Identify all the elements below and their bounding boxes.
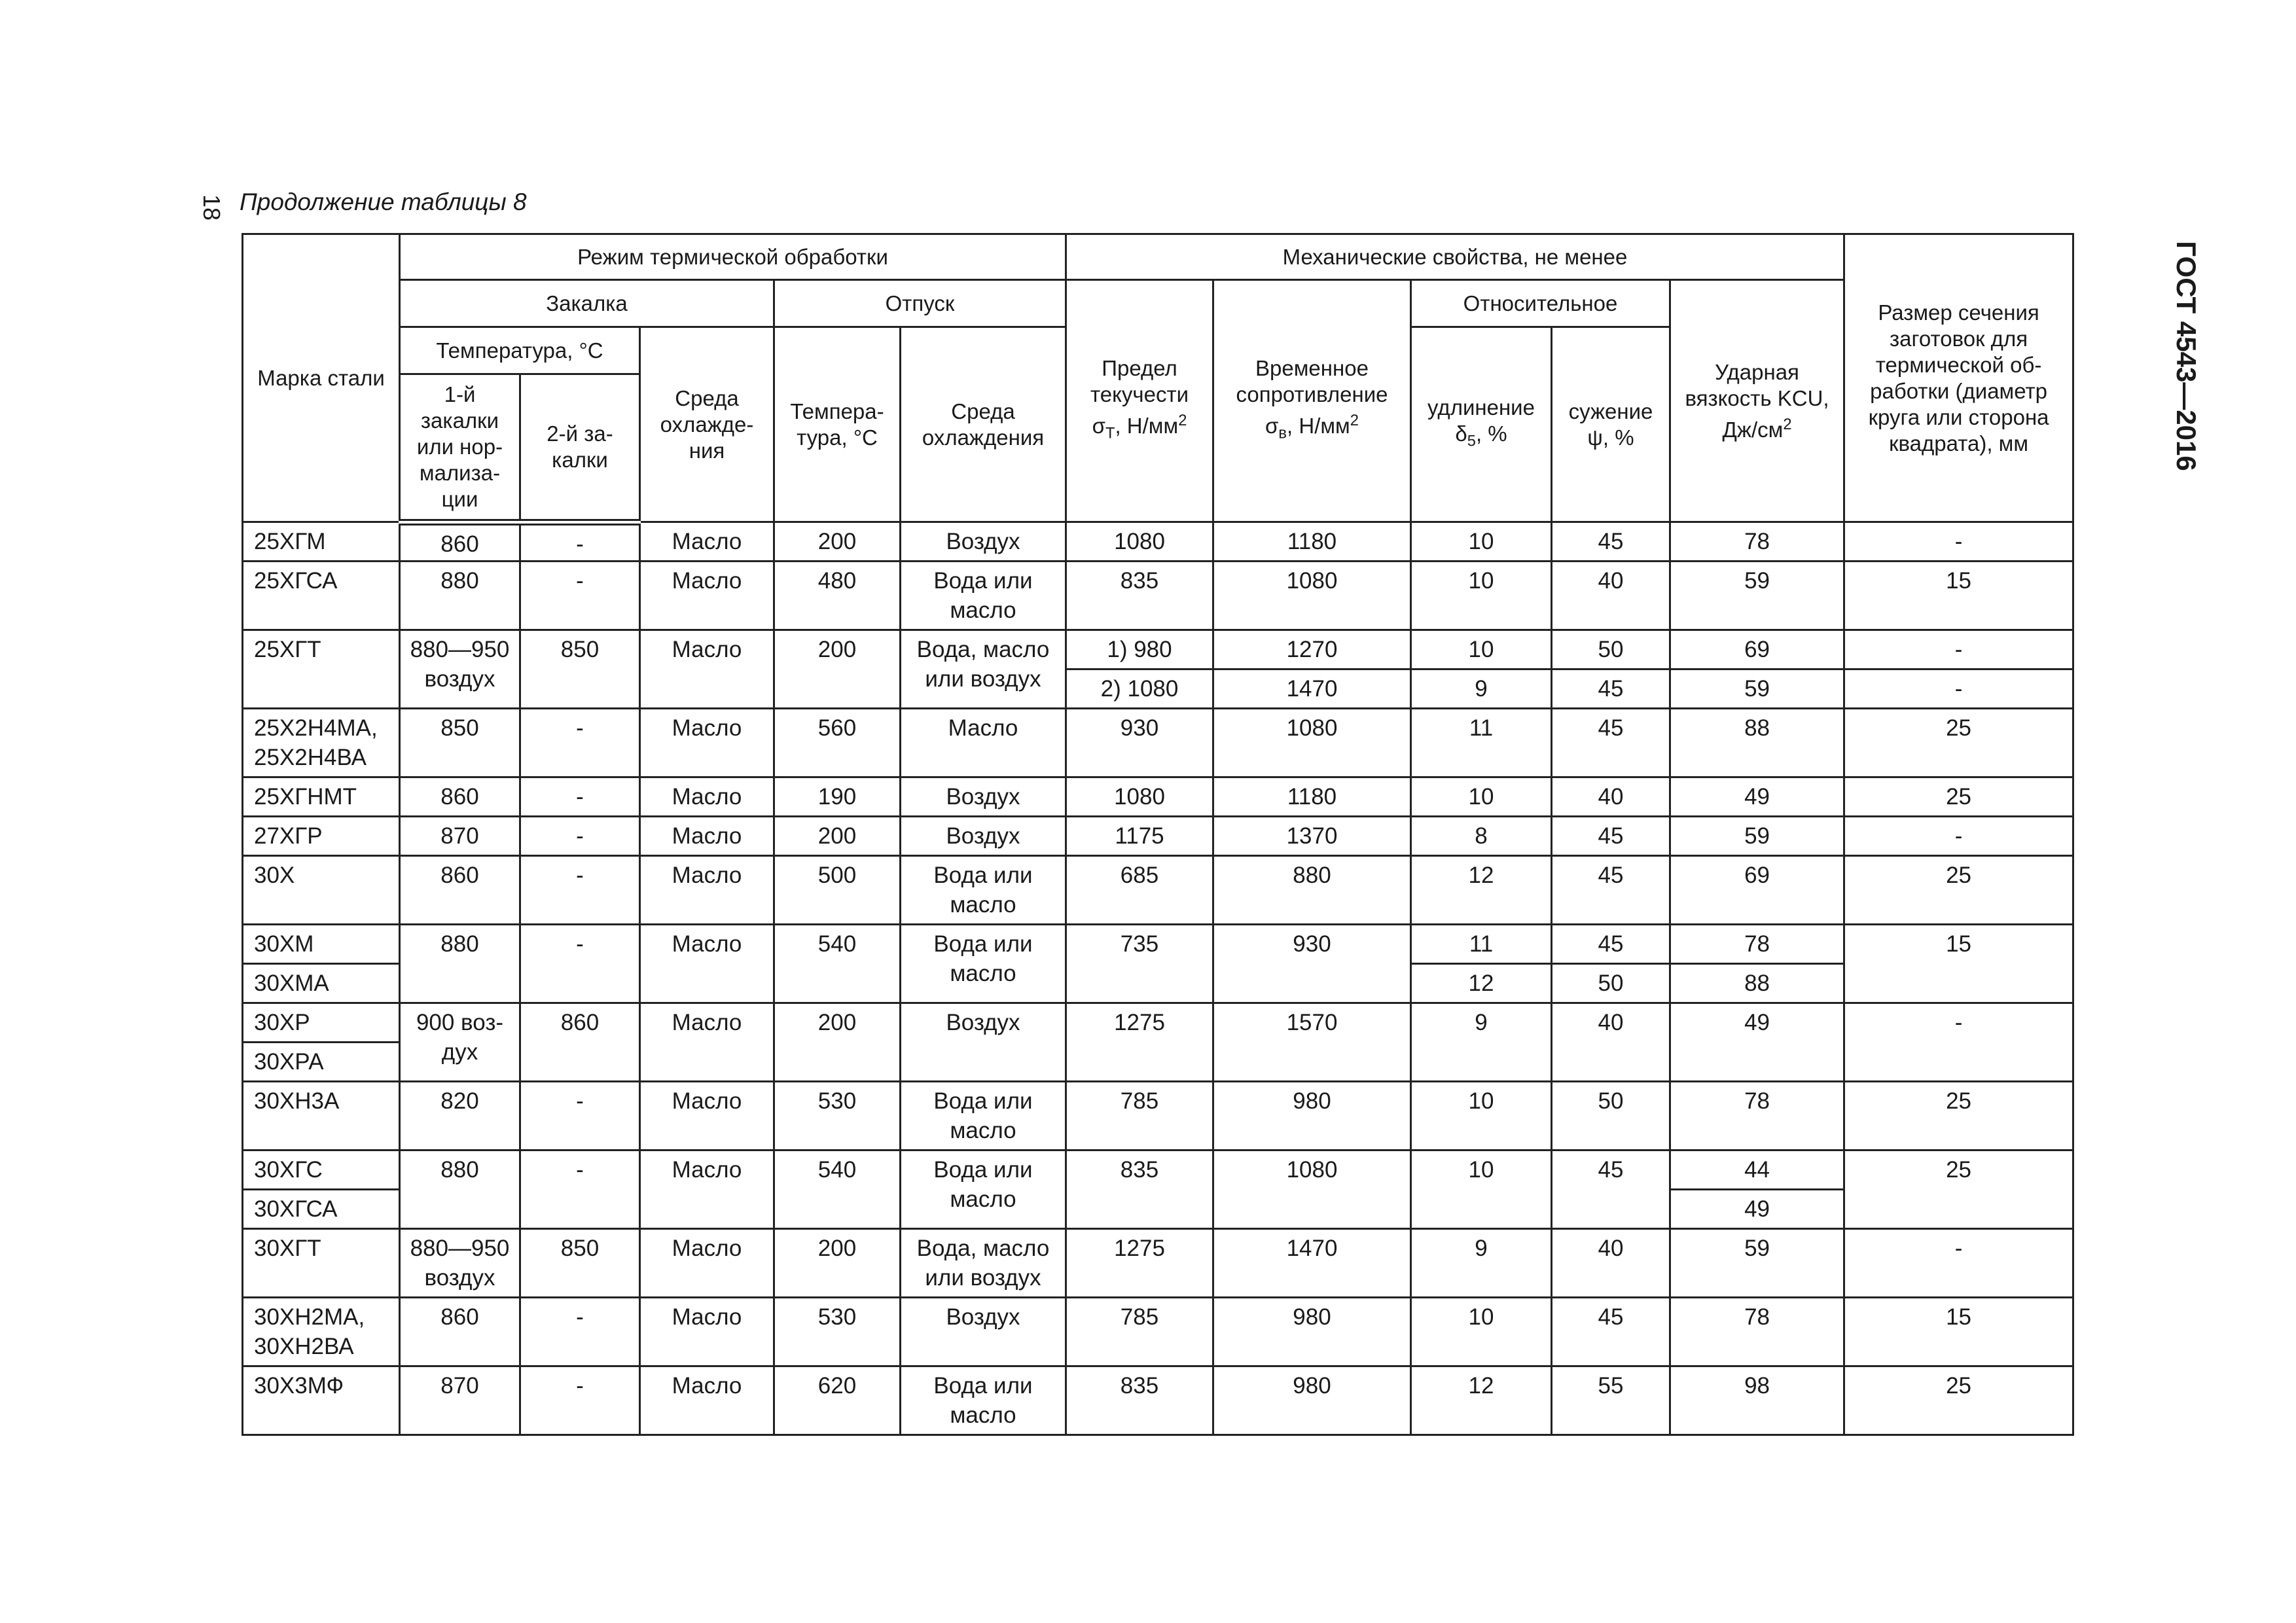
cell-q1: 880 bbox=[400, 925, 520, 1003]
cell-temper-temp: 540 bbox=[774, 1150, 901, 1229]
cell-temper-medium: Масло bbox=[901, 709, 1066, 777]
cell-q2: - bbox=[520, 925, 640, 1003]
header-size: Размер сечения заготовок для термической об-работки (диаметр круга или сторона квадрата), мм bbox=[1844, 234, 2073, 522]
cell-q2: - bbox=[520, 817, 640, 856]
cell-temper-medium: Вода, масло или воздух bbox=[901, 630, 1066, 709]
cell-tensile: 880 bbox=[1213, 856, 1411, 925]
table-row bbox=[243, 562, 2073, 630]
cell-elongation: 10 bbox=[1411, 1082, 1552, 1150]
cell-impact: 49 bbox=[1670, 777, 1844, 817]
cell-elongation: 8 bbox=[1411, 817, 1552, 856]
cell-size: 25 bbox=[1844, 1150, 2073, 1229]
cell-elongation: 12 bbox=[1411, 1366, 1552, 1435]
cell-quench-medium: Масло bbox=[640, 709, 774, 777]
cell-q1: 860 bbox=[400, 522, 520, 562]
cell-q2: - bbox=[520, 1082, 640, 1150]
cell-q2: - bbox=[520, 522, 640, 562]
cell-q1: 880 bbox=[400, 1150, 520, 1229]
cell-mark: 30Х3МФ bbox=[243, 1366, 400, 1435]
cell-yield: 785 bbox=[1066, 1082, 1213, 1150]
cell-quench-medium: Масло bbox=[640, 1082, 774, 1150]
cell-mark: 30Х bbox=[243, 856, 400, 925]
cell-tensile: 1180 bbox=[1213, 522, 1411, 562]
header-mechanical: Механические свойства, не менее bbox=[1066, 234, 1844, 280]
cell-impact: 78 bbox=[1670, 522, 1844, 562]
table-row bbox=[243, 522, 2073, 562]
cell-reduction: 45 bbox=[1552, 817, 1670, 856]
cell-tensile: 1470 bbox=[1213, 1229, 1411, 1298]
cell-reduction: 45 bbox=[1552, 709, 1670, 777]
cell-elongation: 9 bbox=[1411, 1229, 1552, 1298]
header-temperature: Температура, °С bbox=[400, 327, 640, 374]
cell-temper-temp: 480 bbox=[774, 562, 901, 630]
cell-temper-temp: 200 bbox=[774, 1003, 901, 1082]
cell-q1: 850 bbox=[400, 709, 520, 777]
cell-temper-medium: Воздух bbox=[901, 1003, 1066, 1082]
cell-tensile: 1080 bbox=[1213, 562, 1411, 630]
header-second-quench: 2-й за-калки bbox=[520, 374, 640, 522]
cell-mark: 30ХГС bbox=[243, 1150, 400, 1190]
table-row bbox=[243, 1082, 2073, 1150]
cell-size: 25 bbox=[1844, 1082, 2073, 1150]
cell-size: - bbox=[1844, 1003, 2073, 1082]
cell-tensile: 1080 bbox=[1213, 709, 1411, 777]
cell-q2: - bbox=[520, 777, 640, 817]
cell-impact: 78 bbox=[1670, 1298, 1844, 1366]
cell-q2: 860 bbox=[520, 1003, 640, 1082]
header-yield: Предел текучести $\sigma_Т$, $Н/мм^2$ bbox=[1066, 280, 1213, 522]
cell-temper-medium: Воздух bbox=[901, 1298, 1066, 1366]
cell-quench-medium: Масло bbox=[640, 1150, 774, 1229]
cell-quench-medium: Масло bbox=[640, 925, 774, 1003]
cell-q1: 900 воз-дух bbox=[400, 1003, 520, 1082]
cell-quench-medium: Масло bbox=[640, 856, 774, 925]
cell-mark: 30ХМ bbox=[243, 925, 400, 964]
cell-yield: 685 bbox=[1066, 856, 1213, 925]
cell-yield: 1275 bbox=[1066, 1229, 1213, 1298]
cell-yield: 930 bbox=[1066, 709, 1213, 777]
cell-temper-medium: Воздух bbox=[901, 817, 1066, 856]
cell-temper-temp: 560 bbox=[774, 709, 901, 777]
cell-quench-medium: Масло bbox=[640, 777, 774, 817]
cell-elongation: 9 bbox=[1411, 669, 1552, 709]
cell-reduction: 45 bbox=[1552, 522, 1670, 562]
cell-q2: 850 bbox=[520, 1229, 640, 1298]
cell-yield: 2) 1080 bbox=[1066, 669, 1213, 709]
steel-properties-table bbox=[242, 233, 2074, 1436]
cell-size: - bbox=[1844, 1229, 2073, 1298]
cell-reduction: 40 bbox=[1552, 562, 1670, 630]
cell-size: 25 bbox=[1844, 777, 2073, 817]
cell-impact: 78 bbox=[1670, 1082, 1844, 1150]
cell-elongation: 10 bbox=[1411, 630, 1552, 669]
cell-reduction: 50 bbox=[1552, 1082, 1670, 1150]
table-caption: Продолжение таблицы 8 bbox=[240, 188, 527, 215]
cell-size: 15 bbox=[1844, 925, 2073, 1003]
cell-quench-medium: Масло bbox=[640, 1003, 774, 1082]
cell-mark: 25ХГМ bbox=[243, 522, 400, 562]
cell-q1: 860 bbox=[400, 856, 520, 925]
cell-quench-medium: Масло bbox=[640, 817, 774, 856]
cell-temper-temp: 200 bbox=[774, 1229, 901, 1298]
cell-reduction: 45 bbox=[1552, 1298, 1670, 1366]
cell-temper-medium: Вода или масло bbox=[901, 1150, 1066, 1229]
cell-tensile: 1470 bbox=[1213, 669, 1411, 709]
cell-q1: 860 bbox=[400, 1298, 520, 1366]
cell-mark: 30ХН3А bbox=[243, 1082, 400, 1150]
cell-impact: 69 bbox=[1670, 630, 1844, 669]
cell-impact: 59 bbox=[1670, 562, 1844, 630]
cell-temper-temp: 190 bbox=[774, 777, 901, 817]
cell-reduction: 45 bbox=[1552, 669, 1670, 709]
cell-tensile: 930 bbox=[1213, 925, 1411, 1003]
cell-q1: 870 bbox=[400, 1366, 520, 1435]
cell-elongation: 10 bbox=[1411, 777, 1552, 817]
header-temper-medium: Среда охлаждения bbox=[901, 327, 1066, 522]
cell-yield: 835 bbox=[1066, 1150, 1213, 1229]
cell-impact: 49 bbox=[1670, 1003, 1844, 1082]
cell-quench-medium: Масло bbox=[640, 562, 774, 630]
cell-mark: 25ХГНМТ bbox=[243, 777, 400, 817]
cell-impact: 88 bbox=[1670, 709, 1844, 777]
cell-tensile: 1080 bbox=[1213, 1150, 1411, 1229]
cell-reduction: 50 bbox=[1552, 630, 1670, 669]
cell-impact: 44 bbox=[1670, 1150, 1844, 1190]
cell-q2: 850 bbox=[520, 630, 640, 709]
cell-elongation: 12 bbox=[1411, 964, 1552, 1003]
cell-temper-medium: Вода или масло bbox=[901, 1366, 1066, 1435]
header-impact: Ударная вязкость KCU, $Дж/см^2$ bbox=[1670, 280, 1844, 522]
cell-mark: 30ХР bbox=[243, 1003, 400, 1043]
cell-mark: 30ХГСА bbox=[243, 1190, 400, 1229]
cell-tensile: 1370 bbox=[1213, 817, 1411, 856]
cell-yield: 835 bbox=[1066, 562, 1213, 630]
cell-size: 25 bbox=[1844, 1366, 2073, 1435]
standard-designation: ГОСТ 4543—2016 bbox=[2171, 241, 2202, 471]
table-row bbox=[243, 1150, 2073, 1190]
cell-impact: 88 bbox=[1670, 964, 1844, 1003]
cell-yield: 1080 bbox=[1066, 522, 1213, 562]
cell-reduction: 45 bbox=[1552, 856, 1670, 925]
cell-q1: 860 bbox=[400, 777, 520, 817]
cell-size: 15 bbox=[1844, 1298, 2073, 1366]
cell-mark: 30ХРА bbox=[243, 1043, 400, 1082]
cell-elongation: 10 bbox=[1411, 1298, 1552, 1366]
cell-impact: 98 bbox=[1670, 1366, 1844, 1435]
cell-temper-medium: Вода, масло или воздух bbox=[901, 1229, 1066, 1298]
cell-yield: 835 bbox=[1066, 1366, 1213, 1435]
cell-quench-medium: Масло bbox=[640, 1298, 774, 1366]
cell-mark: 25Х2Н4МА, 25Х2Н4ВА bbox=[243, 709, 400, 777]
cell-temper-temp: 200 bbox=[774, 522, 901, 562]
cell-size: - bbox=[1844, 522, 2073, 562]
cell-size: 25 bbox=[1844, 856, 2073, 925]
cell-quench-medium: Масло bbox=[640, 522, 774, 562]
cell-yield: 1275 bbox=[1066, 1003, 1213, 1082]
cell-reduction: 50 bbox=[1552, 964, 1670, 1003]
cell-mark: 27ХГР bbox=[243, 817, 400, 856]
cell-yield: 1080 bbox=[1066, 777, 1213, 817]
table-row bbox=[243, 1298, 2073, 1366]
cell-temper-medium: Воздух bbox=[901, 522, 1066, 562]
cell-reduction: 40 bbox=[1552, 1229, 1670, 1298]
cell-size: - bbox=[1844, 817, 2073, 856]
table-row bbox=[243, 1229, 2073, 1298]
cell-yield: 735 bbox=[1066, 925, 1213, 1003]
cell-mark: 30ХН2МА, 30ХН2ВА bbox=[243, 1298, 400, 1366]
cell-elongation: 10 bbox=[1411, 522, 1552, 562]
table-row bbox=[243, 925, 2073, 964]
header-temper-temp: Темпера-тура, °С bbox=[774, 327, 901, 522]
header-relative: Относительное bbox=[1411, 280, 1670, 327]
cell-quench-medium: Масло bbox=[640, 1229, 774, 1298]
cell-tensile: 980 bbox=[1213, 1082, 1411, 1150]
cell-size: 25 bbox=[1844, 709, 2073, 777]
cell-quench-medium: Масло bbox=[640, 1366, 774, 1435]
cell-impact: 59 bbox=[1670, 817, 1844, 856]
cell-temper-temp: 620 bbox=[774, 1366, 901, 1435]
cell-tensile: 1180 bbox=[1213, 777, 1411, 817]
cell-tensile: 980 bbox=[1213, 1366, 1411, 1435]
cell-mark: 30ХМА bbox=[243, 964, 400, 1003]
header-temper: Отпуск bbox=[774, 280, 1066, 327]
header-mark: Марка стали bbox=[243, 234, 400, 522]
cell-impact: 69 bbox=[1670, 856, 1844, 925]
cell-temper-temp: 530 bbox=[774, 1298, 901, 1366]
cell-impact: 49 bbox=[1670, 1190, 1844, 1229]
cell-temper-temp: 530 bbox=[774, 1082, 901, 1150]
cell-yield: 785 bbox=[1066, 1298, 1213, 1366]
cell-size: - bbox=[1844, 630, 2073, 669]
cell-size: - bbox=[1844, 669, 2073, 709]
cell-elongation: 10 bbox=[1411, 562, 1552, 630]
cell-q2: - bbox=[520, 1150, 640, 1229]
cell-elongation: 9 bbox=[1411, 1003, 1552, 1082]
header-quench: Закалка bbox=[400, 280, 774, 327]
cell-temper-medium: Вода или масло bbox=[901, 1082, 1066, 1150]
cell-q1: 870 bbox=[400, 817, 520, 856]
cell-yield: 1175 bbox=[1066, 817, 1213, 856]
cell-reduction: 45 bbox=[1552, 925, 1670, 964]
cell-temper-temp: 200 bbox=[774, 817, 901, 856]
cell-q1: 880—950 воздух bbox=[400, 1229, 520, 1298]
cell-temper-medium: Вода или масло bbox=[901, 562, 1066, 630]
cell-q2: - bbox=[520, 562, 640, 630]
cell-q2: - bbox=[520, 856, 640, 925]
cell-temper-temp: 500 bbox=[774, 856, 901, 925]
table-row bbox=[243, 777, 2073, 817]
cell-size: 15 bbox=[1844, 562, 2073, 630]
cell-temper-temp: 200 bbox=[774, 630, 901, 709]
page-number: 18 bbox=[198, 194, 225, 221]
header-elongation: удлинение $\delta_5$, % bbox=[1411, 327, 1552, 522]
cell-mark: 25ХГТ bbox=[243, 630, 400, 709]
header-quench-medium: Среда охлажде-ния bbox=[640, 327, 774, 522]
cell-temper-medium: Вода или масло bbox=[901, 856, 1066, 925]
cell-elongation: 11 bbox=[1411, 709, 1552, 777]
cell-q2: - bbox=[520, 1366, 640, 1435]
table-row bbox=[243, 856, 2073, 925]
cell-reduction: 55 bbox=[1552, 1366, 1670, 1435]
cell-q2: - bbox=[520, 1298, 640, 1366]
cell-elongation: 12 bbox=[1411, 856, 1552, 925]
cell-tensile: 1270 bbox=[1213, 630, 1411, 669]
table-row bbox=[243, 709, 2073, 777]
header-tensile: Временное сопротивление $\sigma_в$, $Н/мм^2$ bbox=[1213, 280, 1411, 522]
header-first-quench: 1-й закалки или нор-мализа-ции bbox=[400, 374, 520, 522]
cell-reduction: 40 bbox=[1552, 1003, 1670, 1082]
header-heat-treatment: Режим термической обработки bbox=[400, 234, 1066, 280]
cell-impact: 59 bbox=[1670, 1229, 1844, 1298]
cell-tensile: 980 bbox=[1213, 1298, 1411, 1366]
cell-mark: 25ХГСА bbox=[243, 562, 400, 630]
cell-q1: 820 bbox=[400, 1082, 520, 1150]
table-row bbox=[243, 1366, 2073, 1435]
cell-impact: 59 bbox=[1670, 669, 1844, 709]
cell-quench-medium: Масло bbox=[640, 630, 774, 709]
cell-reduction: 45 bbox=[1552, 1150, 1670, 1229]
table-row bbox=[243, 1003, 2073, 1043]
cell-temper-temp: 540 bbox=[774, 925, 901, 1003]
cell-yield: 1) 980 bbox=[1066, 630, 1213, 669]
header-reduction: сужение ψ, % bbox=[1552, 327, 1670, 522]
cell-impact: 78 bbox=[1670, 925, 1844, 964]
cell-temper-medium: Вода или масло bbox=[901, 925, 1066, 1003]
cell-temper-medium: Воздух bbox=[901, 777, 1066, 817]
cell-reduction: 40 bbox=[1552, 777, 1670, 817]
cell-elongation: 11 bbox=[1411, 925, 1552, 964]
cell-elongation: 10 bbox=[1411, 1150, 1552, 1229]
cell-q2: - bbox=[520, 709, 640, 777]
cell-q1: 880—950 воздух bbox=[400, 630, 520, 709]
cell-q1: 880 bbox=[400, 562, 520, 630]
cell-tensile: 1570 bbox=[1213, 1003, 1411, 1082]
table-row bbox=[243, 817, 2073, 856]
cell-mark: 30ХГТ bbox=[243, 1229, 400, 1298]
table-row bbox=[243, 630, 2073, 669]
